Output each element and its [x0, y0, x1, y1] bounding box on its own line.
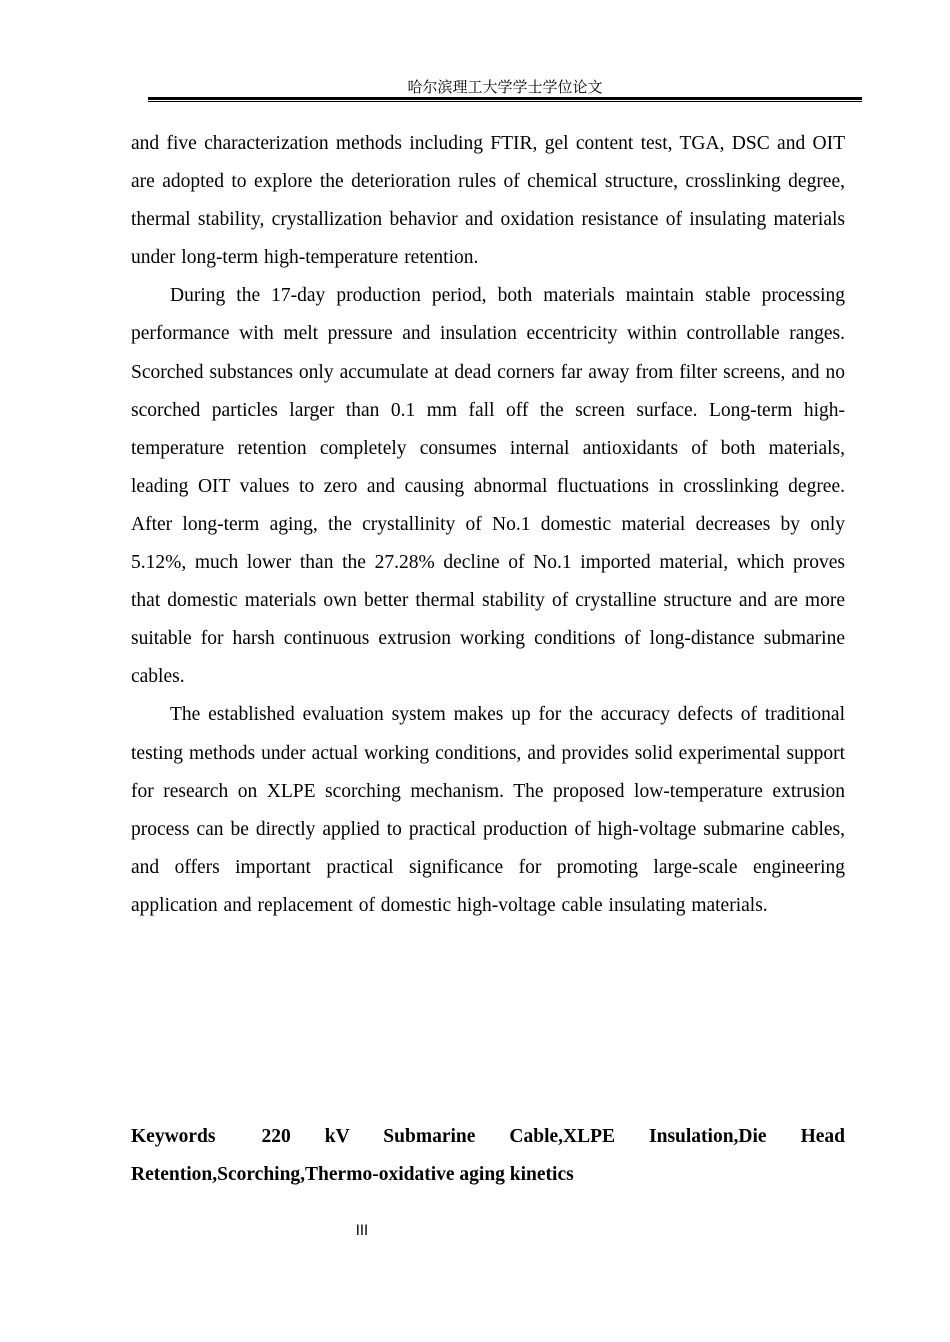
- page-number: III: [355, 1223, 369, 1239]
- page-header-title: 哈尔滨理工大学学士学位论文: [407, 80, 603, 96]
- paragraph-continued: and five characterization methods including FTIR, gel content test, TGA, DSC and OIT are adopted to explore the deterioration rules of chemical structure, crosslinking degree, thermal stability, crystallization behavior and oxidation resistance of insulating materials under long-term high-temperature retention.: [131, 133, 845, 269]
- keywords-label: Keywords: [131, 1126, 216, 1147]
- keywords-block: [131, 1118, 845, 1194]
- header-rule-thick: [148, 97, 862, 100]
- keywords-text: 220 kV Submarine Cable,XLPE Insulation,Die Head Retention,Scorching,Thermo-oxidative aging kinetics: [131, 1126, 845, 1186]
- body-text: [131, 125, 845, 925]
- header-rule-thin: [148, 101, 862, 102]
- paragraph-production-results: During the 17-day production period, both materials maintain stable processing performance with melt pressure and insulation eccentricity within controllable ranges. Scorched substances only accumulate at dead corners far away from filter screens, and no scorched particles larger than 0.1 mm fall off the screen surface. Long-term high-temperature retention completely consumes internal antioxidants of both materials, leading OIT values to zero and causing abnormal fluctuations in crosslinking degree. After long-term aging, the crystallinity of No.1 domestic material decreases by only 5.12%, much lower than the 27.28% decline of No.1 imported material, which proves that domestic materials own better thermal stability of crystalline structure and are more suitable for harsh continuous extrusion working conditions of long-distance submarine cables.: [131, 285, 845, 688]
- paragraph-significance: The established evaluation system makes up for the accuracy defects of traditional testing methods under actual working conditions, and provides solid experimental support for research on XLPE scorching mechanism. The proposed low-temperature extrusion process can be directly applied to practical production of high-voltage submarine cables, and offers important practical significance for promoting large-scale engineering application and replacement of domestic high-voltage cable insulating materials.: [131, 704, 845, 916]
